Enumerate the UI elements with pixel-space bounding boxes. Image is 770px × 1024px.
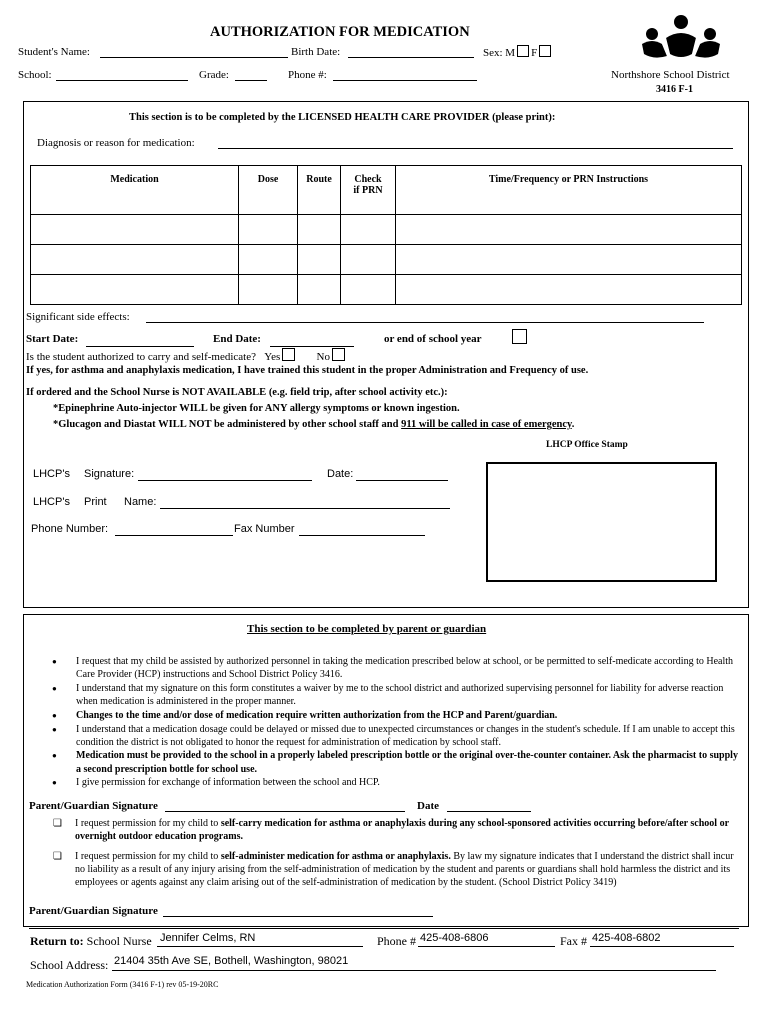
- school-nurse-value[interactable]: Jennifer Celms, RN: [160, 932, 256, 944]
- student-name-label: Student's Name:: [18, 46, 90, 58]
- district-logo-icon: [640, 14, 722, 60]
- return-divider: [29, 928, 739, 929]
- return-fax-label: Fax #: [560, 934, 587, 948]
- sex-field: [483, 45, 553, 59]
- grade-label: Grade:: [199, 69, 229, 81]
- fax-number-label: Fax Number: [234, 523, 295, 535]
- phone-field[interactable]: [333, 80, 477, 81]
- sex-label: Sex: M: [483, 47, 516, 59]
- self-admin-rest: By law my signature indicates that I understand the district shall incur no liability as a result of any injury arising from the self-administration of medication by the student and parents or guardians shall hold harmless the district and its employees or agents against any claim arising out of the self-administration of medication by the student. (School District Policy 3419): [75, 851, 734, 889]
- signature-label: Signature:: [84, 468, 135, 480]
- return-fax-field: [590, 946, 734, 947]
- lhcp-office-stamp-box[interactable]: [486, 462, 717, 582]
- lhcp-signature-field[interactable]: [138, 480, 312, 481]
- return-phone-value[interactable]: 425-408-6806: [420, 932, 489, 944]
- school-label: School:: [18, 69, 52, 81]
- col-check-prn-line2: if PRN: [353, 185, 383, 196]
- lhcp-label-2: LHCP's: [33, 496, 70, 508]
- self-administer-checkbox-icon[interactable]: ❏: [53, 851, 62, 862]
- yes-label: Yes: [264, 351, 281, 363]
- lhcp-date-label: Date:: [327, 468, 354, 480]
- no-checkbox[interactable]: [332, 348, 345, 361]
- side-effects-field[interactable]: [146, 322, 704, 323]
- medication-table-header: [31, 166, 742, 215]
- list-item: ● I understand that a medication dosage could be delayed or missed due to unexpected circumstances or changes in the student's schedule. If I am unable to accept this condition the district is not obligated to honor the request for administration of medication by school staff.: [50, 723, 740, 749]
- self-carry-checkbox-icon[interactable]: ❏: [53, 818, 62, 829]
- diagnosis-label: Diagnosis or reason for medication:: [37, 137, 195, 149]
- parent-signature-label-2: Parent/Guardian Signature: [29, 905, 158, 917]
- self-admin-bold: self-administer medication for asthma or anaphylaxis.: [220, 851, 451, 862]
- school-address-label: School Address:: [30, 958, 109, 972]
- col-dose: Dose: [239, 166, 298, 215]
- phone-label: Phone #:: [288, 69, 327, 81]
- authorized-question-text: Is the student authorized to carry and self-medicate?: [26, 351, 256, 363]
- lhcp-print-name-field[interactable]: [160, 508, 450, 509]
- glucagon-suffix: .: [571, 419, 575, 430]
- col-check-prn: [341, 166, 396, 215]
- glucagon-prefix: *Glucagon and Diastat WILL NOT be administered by other school staff and: [53, 419, 402, 430]
- start-date-label: Start Date:: [26, 333, 79, 345]
- table-row[interactable]: [31, 245, 742, 275]
- parent-signature-field[interactable]: [165, 811, 405, 812]
- school-nurse-label: School Nurse: [86, 934, 152, 948]
- school-address-field: [112, 970, 716, 971]
- school-field[interactable]: [56, 80, 188, 81]
- return-phone-label: Phone #: [377, 934, 416, 948]
- start-date-field[interactable]: [86, 346, 194, 347]
- parent-section-heading: This section to be completed by parent or guardian: [247, 623, 487, 635]
- list-item: ● I give permission for exchange of information between the school and HCP.: [50, 776, 740, 789]
- trained-statement: If yes, for asthma and anaphylaxis medication, I have trained this student in the proper Administration and Frequency of use.: [26, 365, 589, 376]
- phone-number-label: Phone Number:: [31, 523, 109, 535]
- provider-section-heading: This section is to be completed by the LICENSED HEALTH CARE PROVIDER (please print):: [129, 112, 556, 123]
- table-row[interactable]: [31, 215, 742, 245]
- district-name: Northshore School District: [611, 69, 730, 81]
- list-item: ● I request that my child be assisted by authorized personnel in taking the medication prescribed below at school, or be permitted to self-medicate according to Health Care Provider (HCP) instructions and School District Policy 3416.: [50, 655, 740, 681]
- print-label: Print: [84, 496, 107, 508]
- authorized-question: [26, 348, 347, 363]
- birth-date-label: Birth Date:: [291, 46, 341, 58]
- end-school-year-label: or end of school year: [384, 333, 482, 345]
- no-label: No: [316, 351, 330, 363]
- list-item: ● I understand that my signature on this form constitutes a waiver by me to the school district and authorized supervising personnel for liability for adverse reaction when medication is administered in the proper manner.: [50, 682, 740, 708]
- return-phone-field: [418, 946, 555, 947]
- lhcp-label: LHCP's: [33, 468, 70, 480]
- parent-signature-field-2[interactable]: [163, 916, 433, 917]
- list-item: ● Medication must be provided to the school in a properly labeled prescription bottle or the original over-the-counter container. Ask the pharmacist to supply a second prescription bottle for school use.: [50, 749, 740, 775]
- col-check-prn-line1: Check: [354, 174, 382, 185]
- self-admin-prefix: I request permission for my child to: [75, 851, 221, 862]
- sex-f-checkbox[interactable]: [539, 45, 551, 57]
- end-date-label: End Date:: [213, 333, 261, 345]
- list-item: ● Changes to the time and/or dose of medication require written authorization from the HCP and Parent/guardian.: [50, 709, 740, 722]
- end-school-year-checkbox[interactable]: [512, 329, 527, 344]
- school-nurse-field: [157, 946, 363, 947]
- col-time-frequency: Time/Frequency or PRN Instructions: [396, 166, 742, 215]
- medication-table: [30, 165, 742, 305]
- diagnosis-field[interactable]: [218, 148, 733, 149]
- yes-checkbox[interactable]: [282, 348, 295, 361]
- parent-signature-label: Parent/Guardian Signature: [29, 800, 158, 812]
- glucagon-emergency: 911 will be called in case of emergency: [401, 419, 572, 430]
- stamp-label: LHCP Office Stamp: [546, 440, 628, 450]
- student-name-field[interactable]: [100, 57, 288, 58]
- parent-date-label: Date: [417, 800, 439, 812]
- epinephrine-text: *Epinephrine Auto-injector WILL be given for ANY allergy symptoms or known ingestion.: [53, 403, 460, 414]
- return-to-row: [30, 934, 152, 949]
- lhcp-signature-row: [33, 468, 70, 480]
- footer-text: Medication Authorization Form (3416 F-1) rev 05-19-20RC: [26, 980, 219, 989]
- form-title: AUTHORIZATION FOR MEDICATION: [210, 24, 470, 40]
- col-route: Route: [298, 166, 341, 215]
- grade-field[interactable]: [235, 80, 267, 81]
- sex-m-checkbox[interactable]: [517, 45, 529, 57]
- self-carry-prefix: I request permission for my child to: [75, 818, 221, 829]
- parent-terms-list: [50, 655, 740, 790]
- name-label: Name:: [124, 496, 157, 508]
- col-medication: Medication: [31, 166, 239, 215]
- parent-date-field[interactable]: [447, 811, 531, 812]
- return-fax-value[interactable]: 425-408-6802: [592, 932, 661, 944]
- self-carry-bold: self-carry medication for asthma or anaphylaxis during any school-sponsored activities occurring before/after school or overnight outdoor education programs.: [75, 818, 729, 843]
- end-date-field[interactable]: [270, 346, 354, 347]
- table-row[interactable]: [31, 275, 742, 305]
- self-administer-request: [53, 850, 740, 890]
- lhcp-phone-field[interactable]: [115, 535, 233, 536]
- side-effects-label: Significant side effects:: [26, 311, 130, 323]
- birth-date-field[interactable]: [348, 57, 474, 58]
- form-code: 3416 F-1: [656, 84, 693, 95]
- lhcp-date-field[interactable]: [356, 480, 448, 481]
- self-carry-request: [53, 817, 735, 843]
- return-to-label: Return to:: [30, 934, 84, 948]
- sex-f-label: F: [531, 47, 538, 59]
- nurse-unavailable-text: If ordered and the School Nurse is NOT AVAILABLE (e.g. field trip, after school activity etc.):: [26, 387, 448, 398]
- glucagon-text: [53, 419, 574, 430]
- lhcp-fax-field[interactable]: [299, 535, 425, 536]
- school-address-value[interactable]: 21404 35th Ave SE, Bothell, Washington, 98021: [114, 955, 349, 967]
